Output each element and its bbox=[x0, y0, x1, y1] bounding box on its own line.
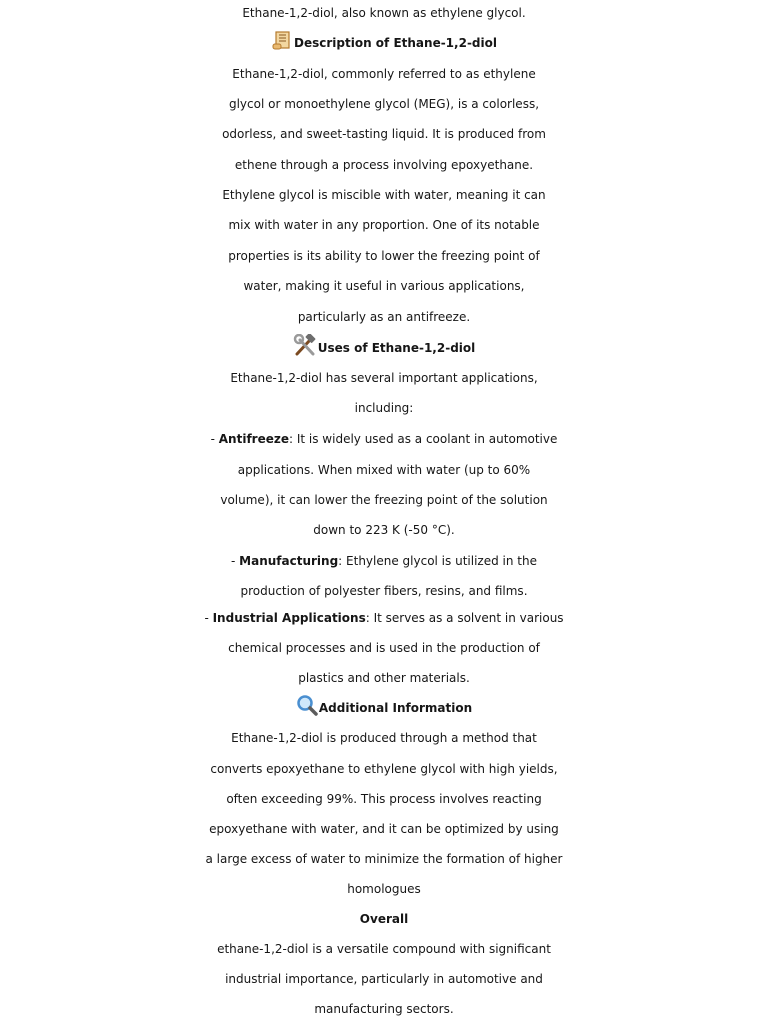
description-line: water, making it useful in various applications, bbox=[243, 279, 525, 293]
list-item-antifreeze bbox=[0, 424, 768, 454]
list-bullet: - bbox=[204, 611, 213, 625]
list-item-line: applications. When mixed with water (up to 60% bbox=[237, 463, 531, 477]
uses-heading bbox=[0, 333, 768, 367]
intro-line: Ethane-1,2-diol, also known as ethylene glycol. bbox=[242, 6, 526, 20]
description-line: properties is its ability to lower the freezing point of bbox=[228, 249, 540, 263]
additional-heading bbox=[0, 693, 768, 727]
list-item-text: : It is widely used as a coolant in automotive bbox=[288, 432, 558, 446]
description-line: ethene through a process involving epoxyethane. bbox=[234, 158, 534, 172]
description-line: particularly as an antifreeze. bbox=[297, 310, 471, 324]
list-item-line: production of polyester fibers, resins, and films. bbox=[240, 584, 528, 598]
description-line: glycol or monoethylene glycol (MEG), is a colorless, bbox=[228, 97, 540, 111]
list-bullet: - bbox=[231, 554, 240, 568]
uses-intro-line: Ethane-1,2-diol has several important applications, bbox=[230, 371, 538, 385]
list-item-manufacturing bbox=[0, 546, 768, 576]
overall-line: ethane-1,2-diol is a versatile compound with significant bbox=[217, 942, 551, 956]
list-item-term: Industrial Applications bbox=[212, 611, 366, 625]
additional-line: Ethane-1,2-diol is produced through a method that bbox=[231, 731, 537, 745]
description-heading-text: Description of Ethane-1,2-diol bbox=[294, 36, 497, 50]
additional-line: often exceeding 99%. This process involves reacting bbox=[226, 792, 542, 806]
list-item-term: Manufacturing bbox=[239, 554, 339, 568]
overall-heading: Overall bbox=[359, 912, 409, 926]
scroll-icon bbox=[271, 29, 293, 62]
list-item-line: down to 223 K (-50 °C). bbox=[313, 523, 455, 537]
additional-line: converts epoxyethane to ethylene glycol with high yields, bbox=[210, 762, 558, 776]
list-item-text: : Ethylene glycol is utilized in the bbox=[338, 554, 537, 568]
list-item-line: volume), it can lower the freezing point of the solution bbox=[220, 493, 548, 507]
overall-line: manufacturing sectors. bbox=[314, 1002, 454, 1016]
uses-intro-line: including: bbox=[354, 401, 414, 415]
list-item-line: plastics and other materials. bbox=[298, 671, 470, 685]
description-line: odorless, and sweet-tasting liquid. It is produced from bbox=[222, 127, 546, 141]
list-item-term: Antifreeze bbox=[218, 432, 289, 446]
additional-line: homologues bbox=[347, 882, 421, 896]
additional-heading-text: Additional Information bbox=[318, 701, 473, 715]
list-bullet: - bbox=[210, 432, 219, 446]
description-line: mix with water in any proportion. One of its notable bbox=[228, 218, 540, 232]
description-line: Ethylene glycol is miscible with water, meaning it can bbox=[222, 188, 546, 202]
list-item-text: : It serves as a solvent in various bbox=[365, 611, 564, 625]
uses-heading-text: Uses of Ethane-1,2-diol bbox=[317, 341, 476, 355]
overall-line: industrial importance, particularly in automotive and bbox=[225, 972, 543, 986]
description-line: Ethane-1,2-diol, commonly referred to as ethylene bbox=[232, 67, 536, 81]
list-item-line: chemical processes and is used in the production of bbox=[228, 641, 540, 655]
description-heading bbox=[0, 28, 768, 62]
additional-line: epoxyethane with water, and it can be optimized by using bbox=[209, 822, 559, 836]
list-item-industrial-applications bbox=[0, 603, 768, 633]
additional-line: a large excess of water to minimize the formation of higher bbox=[205, 852, 563, 866]
